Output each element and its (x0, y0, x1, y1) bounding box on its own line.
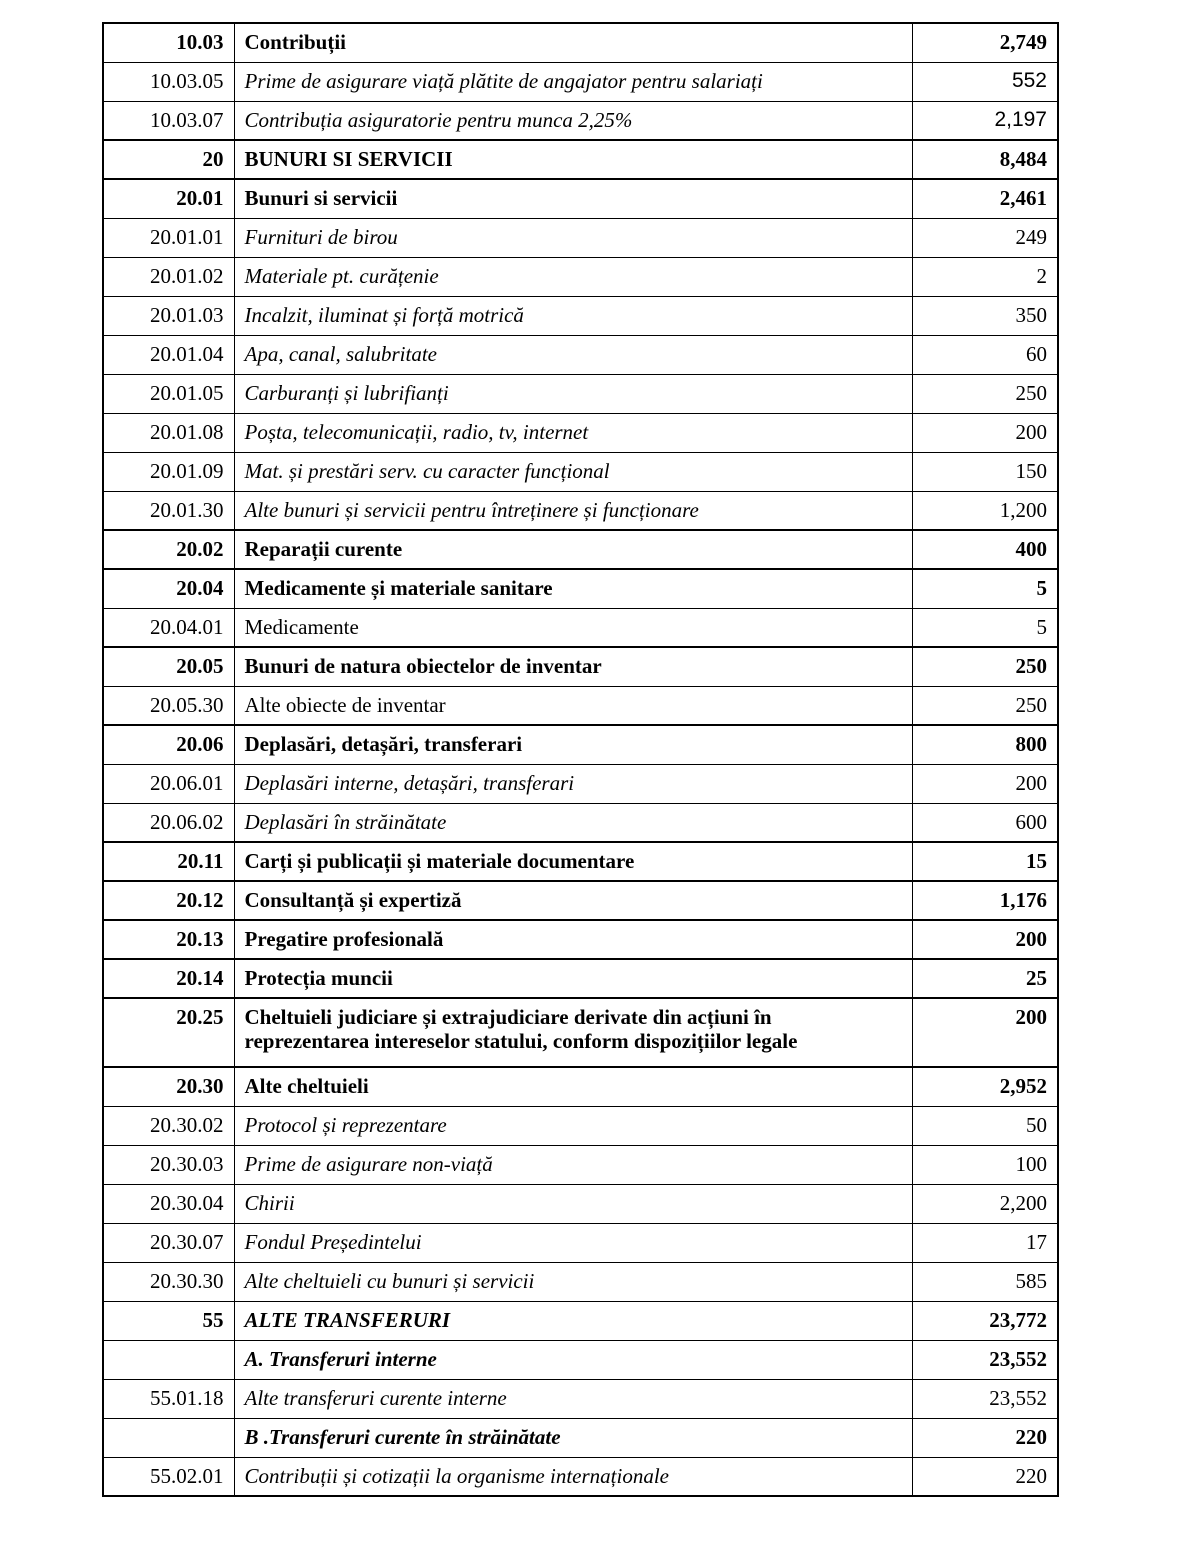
row-description: Chirii (234, 1184, 912, 1223)
row-amount: 400 (912, 530, 1058, 569)
row-description: Prime de asigurare non-viață (234, 1145, 912, 1184)
row-code: 55.02.01 (103, 1457, 234, 1496)
row-code: 20.01.30 (103, 491, 234, 530)
row-code: 20.01.05 (103, 374, 234, 413)
row-code: 20.01.02 (103, 257, 234, 296)
row-description: Deplasări interne, detașări, transferari (234, 764, 912, 803)
row-amount: 2 (912, 257, 1058, 296)
row-amount: 2,749 (912, 23, 1058, 62)
row-description: Medicamente (234, 608, 912, 647)
row-description: Alte cheltuieli cu bunuri și servicii (234, 1262, 912, 1301)
table-row (103, 140, 1058, 179)
row-description: BUNURI SI SERVICII (234, 140, 912, 179)
table-row (103, 1106, 1058, 1145)
budget-table-page (102, 22, 1057, 1497)
row-amount: 200 (912, 998, 1058, 1067)
row-code (103, 1340, 234, 1379)
table-row (103, 335, 1058, 374)
table-row (103, 920, 1058, 959)
table-row (103, 62, 1058, 101)
row-description: Materiale pt. curățenie (234, 257, 912, 296)
row-amount: 5 (912, 608, 1058, 647)
table-row (103, 1340, 1058, 1379)
row-description: Carți și publicații și materiale documentare (234, 842, 912, 881)
row-code: 20.11 (103, 842, 234, 881)
row-code: 20.25 (103, 998, 234, 1067)
budget-table-body (103, 23, 1058, 1496)
row-code: 20.06.02 (103, 803, 234, 842)
row-description: ALTE TRANSFERURI (234, 1301, 912, 1340)
row-code: 55.01.18 (103, 1379, 234, 1418)
row-code: 20.01.08 (103, 413, 234, 452)
table-row (103, 803, 1058, 842)
table-row (103, 296, 1058, 335)
row-code: 20.30.02 (103, 1106, 234, 1145)
row-amount: 2,197 (912, 101, 1058, 140)
row-code: 20.06 (103, 725, 234, 764)
table-row (103, 530, 1058, 569)
row-amount: 552 (912, 62, 1058, 101)
row-amount: 23,552 (912, 1340, 1058, 1379)
table-row (103, 959, 1058, 998)
row-description: Cheltuieli judiciare și extrajudiciare derivate din acțiuni în reprezentarea intereselor statului, conform dispozițiilor legale (234, 998, 912, 1067)
table-row (103, 1145, 1058, 1184)
row-amount: 800 (912, 725, 1058, 764)
row-code: 55 (103, 1301, 234, 1340)
table-row (103, 101, 1058, 140)
table-row (103, 647, 1058, 686)
row-amount: 200 (912, 764, 1058, 803)
row-description: Bunuri si servicii (234, 179, 912, 218)
row-amount: 23,772 (912, 1301, 1058, 1340)
row-description: Reparații curente (234, 530, 912, 569)
row-description: Deplasări, detașări, transferari (234, 725, 912, 764)
row-code: 20.01.04 (103, 335, 234, 374)
row-code: 20.01.09 (103, 452, 234, 491)
row-amount: 1,200 (912, 491, 1058, 530)
row-description: Alte obiecte de inventar (234, 686, 912, 725)
row-amount: 600 (912, 803, 1058, 842)
row-description: Apa, canal, salubritate (234, 335, 912, 374)
table-row (103, 452, 1058, 491)
table-row (103, 686, 1058, 725)
row-amount: 60 (912, 335, 1058, 374)
row-code: 10.03 (103, 23, 234, 62)
row-amount: 2,461 (912, 179, 1058, 218)
row-amount: 150 (912, 452, 1058, 491)
row-amount: 100 (912, 1145, 1058, 1184)
row-description: Pregatire profesională (234, 920, 912, 959)
row-description: A. Transferuri interne (234, 1340, 912, 1379)
table-row (103, 764, 1058, 803)
row-amount: 8,484 (912, 140, 1058, 179)
table-row (103, 725, 1058, 764)
row-amount: 250 (912, 647, 1058, 686)
row-amount: 15 (912, 842, 1058, 881)
row-description: Mat. și prestări serv. cu caracter funcțional (234, 452, 912, 491)
table-row (103, 218, 1058, 257)
table-row (103, 608, 1058, 647)
row-amount: 1,176 (912, 881, 1058, 920)
row-amount: 50 (912, 1106, 1058, 1145)
row-code: 20.05 (103, 647, 234, 686)
row-code: 20.01.03 (103, 296, 234, 335)
row-code: 20.14 (103, 959, 234, 998)
row-description: Deplasări în străinătate (234, 803, 912, 842)
row-code: 20.30.30 (103, 1262, 234, 1301)
row-description: Alte transferuri curente interne (234, 1379, 912, 1418)
row-description: Carburanți și lubrifianți (234, 374, 912, 413)
row-amount: 2,200 (912, 1184, 1058, 1223)
row-description: B .Transferuri curente în străinătate (234, 1418, 912, 1457)
row-code: 20.12 (103, 881, 234, 920)
row-amount: 250 (912, 686, 1058, 725)
row-code: 20.30.04 (103, 1184, 234, 1223)
row-amount: 23,552 (912, 1379, 1058, 1418)
row-description: Incalzit, iluminat și forță motrică (234, 296, 912, 335)
table-row (103, 1262, 1058, 1301)
table-row (103, 374, 1058, 413)
row-code: 20.30.07 (103, 1223, 234, 1262)
table-row (103, 1379, 1058, 1418)
table-row (103, 1223, 1058, 1262)
row-amount: 250 (912, 374, 1058, 413)
table-row (103, 881, 1058, 920)
row-code: 20.06.01 (103, 764, 234, 803)
row-code: 20.30 (103, 1067, 234, 1106)
table-row (103, 257, 1058, 296)
row-code: 20.04 (103, 569, 234, 608)
row-amount: 220 (912, 1457, 1058, 1496)
row-amount: 220 (912, 1418, 1058, 1457)
row-description: Medicamente și materiale sanitare (234, 569, 912, 608)
table-row (103, 1184, 1058, 1223)
row-description: Contribuții și cotizații la organisme internaționale (234, 1457, 912, 1496)
row-description: Consultanță și expertiză (234, 881, 912, 920)
table-row (103, 23, 1058, 62)
row-code: 20.13 (103, 920, 234, 959)
row-description: Poșta, telecomunicații, radio, tv, internet (234, 413, 912, 452)
row-code: 20.01 (103, 179, 234, 218)
row-description: Protecția muncii (234, 959, 912, 998)
row-description: Protocol și reprezentare (234, 1106, 912, 1145)
row-amount: 25 (912, 959, 1058, 998)
table-row (103, 998, 1058, 1067)
row-description: Alte bunuri și servicii pentru întreținere și funcționare (234, 491, 912, 530)
row-amount: 585 (912, 1262, 1058, 1301)
row-code: 20.05.30 (103, 686, 234, 725)
table-row (103, 1418, 1058, 1457)
row-code: 20.01.01 (103, 218, 234, 257)
row-code: 20 (103, 140, 234, 179)
row-amount: 2,952 (912, 1067, 1058, 1106)
table-row (103, 1067, 1058, 1106)
row-code: 10.03.07 (103, 101, 234, 140)
budget-table (102, 22, 1059, 1497)
row-description: Contribuții (234, 23, 912, 62)
row-code (103, 1418, 234, 1457)
row-description: Bunuri de natura obiectelor de inventar (234, 647, 912, 686)
row-code: 20.04.01 (103, 608, 234, 647)
table-row (103, 413, 1058, 452)
table-row (103, 569, 1058, 608)
table-row (103, 1301, 1058, 1340)
table-row (103, 491, 1058, 530)
row-code: 20.30.03 (103, 1145, 234, 1184)
row-amount: 200 (912, 920, 1058, 959)
row-amount: 249 (912, 218, 1058, 257)
table-row (103, 1457, 1058, 1496)
row-description: Furnituri de birou (234, 218, 912, 257)
row-code: 10.03.05 (103, 62, 234, 101)
row-description: Prime de asigurare viață plătite de angajator pentru salariați (234, 62, 912, 101)
row-code: 20.02 (103, 530, 234, 569)
row-description: Alte cheltuieli (234, 1067, 912, 1106)
table-row (103, 179, 1058, 218)
row-amount: 17 (912, 1223, 1058, 1262)
row-amount: 5 (912, 569, 1058, 608)
row-description: Fondul Președintelui (234, 1223, 912, 1262)
row-amount: 200 (912, 413, 1058, 452)
row-amount: 350 (912, 296, 1058, 335)
table-row (103, 842, 1058, 881)
row-description: Contribuția asiguratorie pentru munca 2,25% (234, 101, 912, 140)
